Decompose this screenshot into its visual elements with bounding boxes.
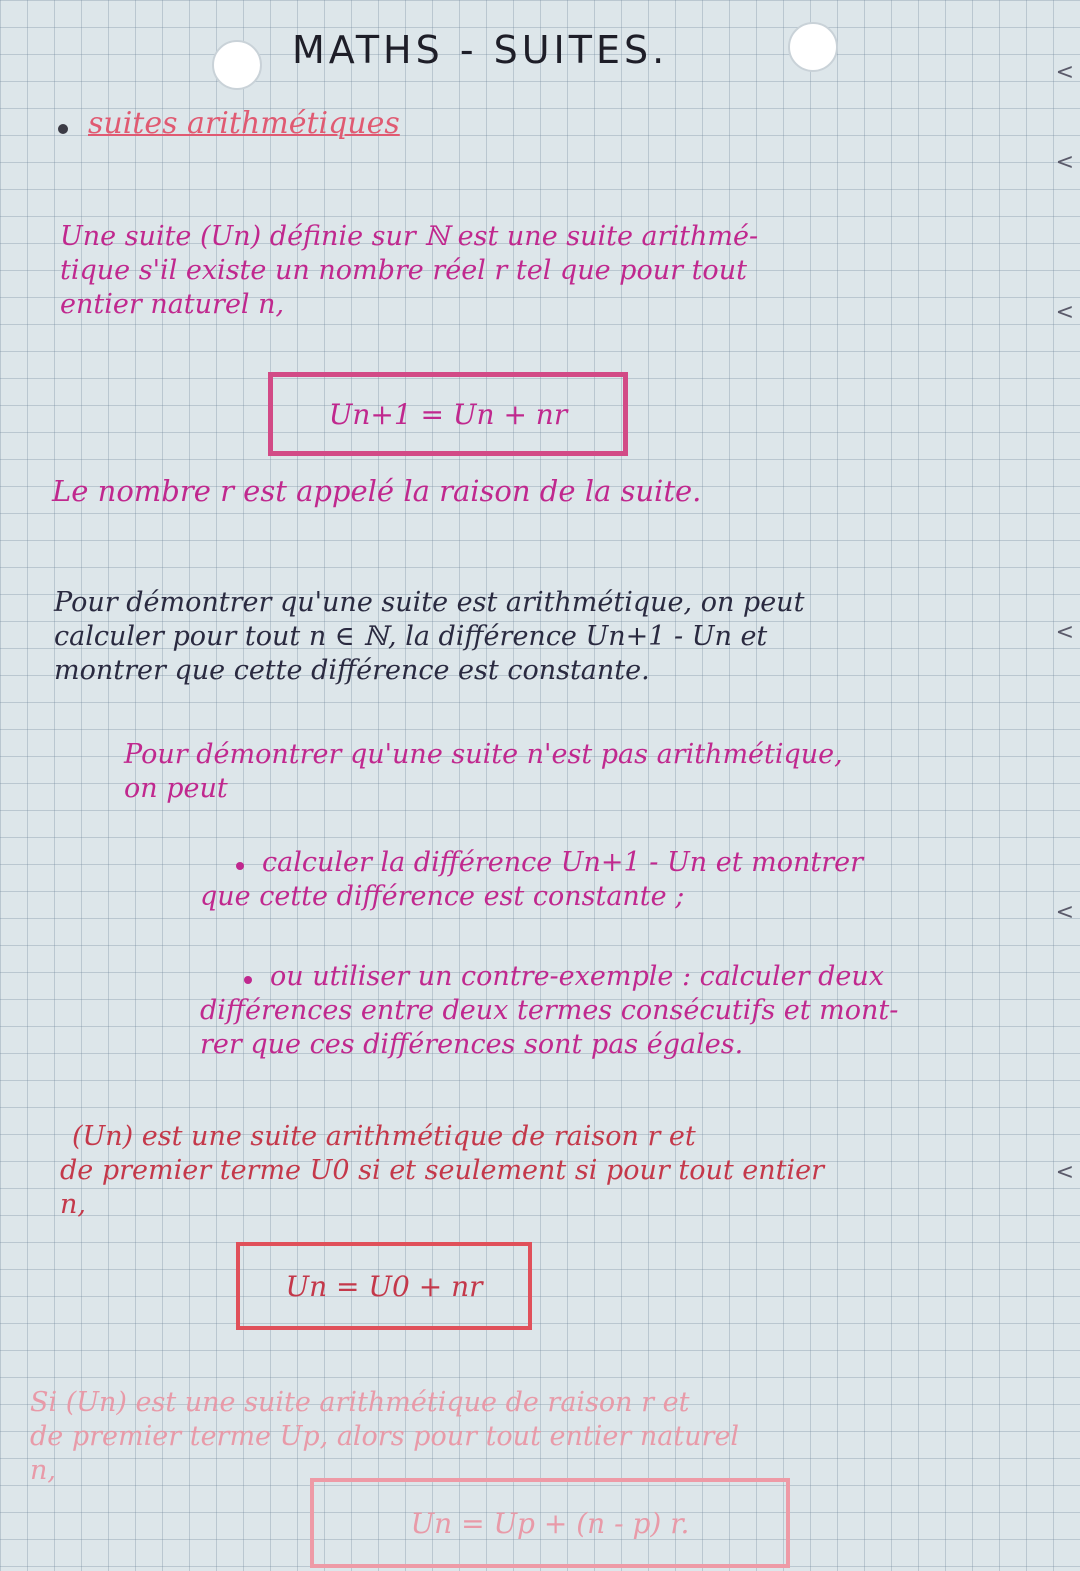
not-arithmetic-line: Pour démontrer qu'une suite n'est pas arithmétique, <box>124 739 843 770</box>
page-edge-mark-icon: < <box>1055 900 1074 925</box>
method-bullet-1-line: que cette différence est constante ; <box>200 881 685 912</box>
demonstrate-paragraph <box>54 586 1054 688</box>
method-bullet-2-line: rer que ces différences sont pas égales. <box>200 1029 744 1060</box>
general-term-line: Si (Un) est une suite arithmétique de raison r et <box>30 1387 690 1418</box>
page-edge-mark-icon: < <box>1055 620 1074 645</box>
definition-line: Une suite (Un) définie sur ℕ est une suite arithmé- <box>60 221 759 252</box>
not-arithmetic-paragraph <box>124 738 1054 806</box>
theorem-line: (Un) est une suite arithmétique de raison r et <box>72 1121 696 1152</box>
general-term-line: de premier terme Up, alors pour tout entier naturel <box>30 1421 740 1452</box>
definition-line: tique s'il existe un nombre réel r tel que pour tout <box>60 255 747 286</box>
theorem-line: n, <box>60 1189 86 1220</box>
formula-box-recurrence <box>268 372 628 456</box>
binder-hole-left <box>212 40 262 90</box>
method-bullet-2-line: différences entre deux termes consécutifs et mont- <box>200 995 899 1026</box>
general-term-line: n, <box>30 1455 56 1486</box>
not-arithmetic-line: on peut <box>124 773 228 804</box>
method-bullet-1 <box>200 846 1050 914</box>
demonstrate-line: Pour démontrer qu'une suite est arithmétique, on peut <box>54 587 805 618</box>
method-bullet-2 <box>200 960 1070 1062</box>
page-edge-mark-icon: < <box>1055 300 1074 325</box>
demonstrate-line: calculer pour tout n ∈ ℕ, la différence Un+1 - Un et <box>54 621 768 652</box>
theorem-paragraph <box>60 1120 1070 1222</box>
method-bullet-1-line: calculer la différence Un+1 - Un et montrer <box>262 847 864 878</box>
definition-line: entier naturel n, <box>60 289 285 320</box>
demonstrate-line: montrer que cette différence est constante. <box>54 655 650 686</box>
formula-box-explicit <box>236 1242 532 1330</box>
formula-explicit: Un = U0 + nr <box>285 1269 483 1303</box>
binder-hole-right <box>788 22 838 72</box>
general-term-paragraph <box>30 1386 1070 1488</box>
theorem-line: de premier terme U0 si et seulement si pour tout entier <box>60 1155 825 1186</box>
page-edge-mark-icon: < <box>1055 1160 1074 1185</box>
formula-recurrence: Un+1 = Un + nr <box>328 397 568 431</box>
section-bullet <box>58 124 68 134</box>
method-bullet-2-line: ou utiliser un contre-exemple : calculer deux <box>270 961 884 992</box>
formula-box-general <box>310 1478 790 1568</box>
formula-general: Un = Up + (n - p) r. <box>410 1506 690 1540</box>
page-edge-mark-icon: < <box>1055 150 1074 175</box>
page-edge-mark-icon: < <box>1055 60 1074 85</box>
section-heading: suites arithmétiques <box>88 106 400 141</box>
definition-paragraph <box>60 220 1050 322</box>
page-title: MATHS - SUITES. <box>292 28 669 72</box>
raison-sentence: Le nombre r est appelé la raison de la suite. <box>52 474 702 508</box>
